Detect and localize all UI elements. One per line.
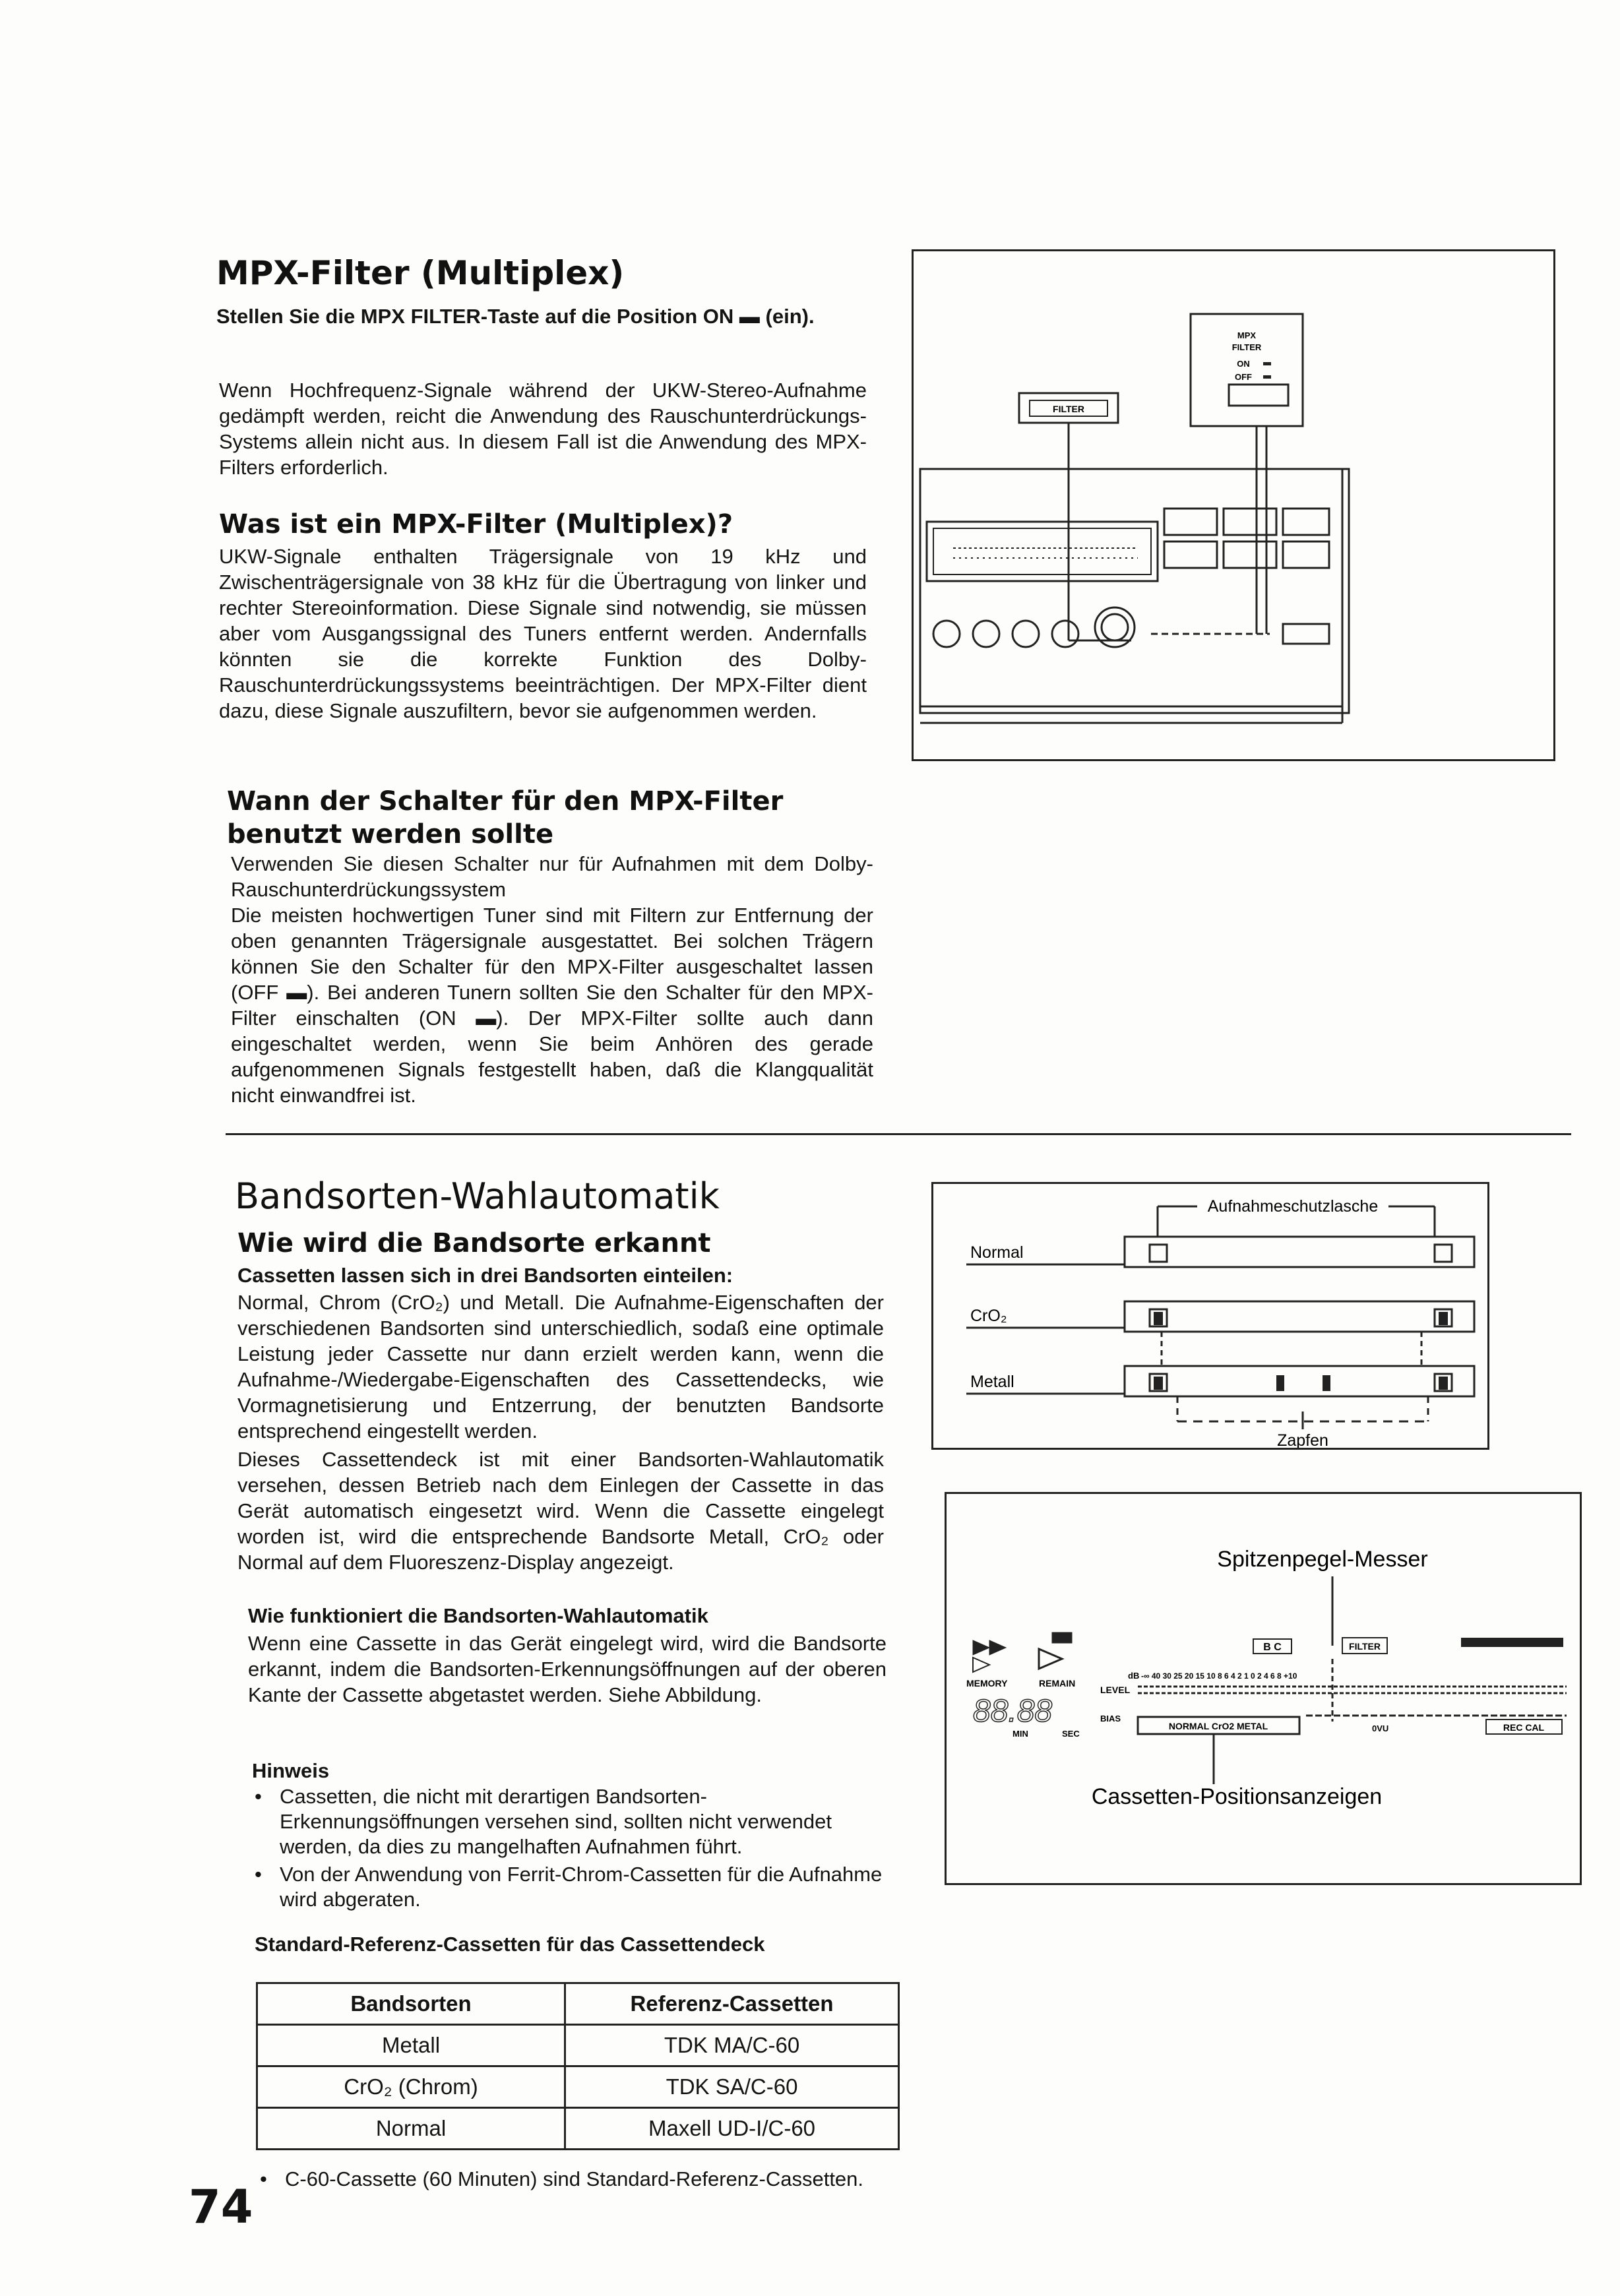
fig-off-label: OFF xyxy=(1235,372,1252,382)
min-label: MIN xyxy=(1012,1729,1028,1739)
fig-row-label: Metall xyxy=(970,1373,1014,1391)
table-cell: Normal xyxy=(257,2108,565,2150)
fig-bottom-label: Zapfen xyxy=(1277,1431,1328,1448)
remain-label: REMAIN xyxy=(1039,1678,1076,1689)
band-title: Bandsorten-Wahlautomatik xyxy=(235,1175,720,1217)
mpx-what-title: Was ist ein MPX-Filter (Multiplex)? xyxy=(219,509,733,540)
bias-label: BIAS xyxy=(1100,1714,1121,1723)
mpx-when-title: Wann der Schalter für den MPX-Filter benutzt werden sollte xyxy=(227,786,784,850)
mpx-what-text: UKW-Signale enthalten Trägersignale von 19 kHz und Zwischenträgersignale von 38 kHz für die Übertragung von linker und rechter Stereoinformation. Diese Signale sind notwendig, sie müssen aber vom Ausgangssignal des Tuners entfernt werden. Andernfalls könnten sie die korrekte Funktion des Dolby-Rauschunterdrückungssystems beeinträchtigen. Der MPX-Filter dient dazu, diese Signale auszufiltern, bevor sie aufgenommen werden. xyxy=(219,545,867,722)
level-label: LEVEL xyxy=(1100,1685,1131,1695)
table-row xyxy=(257,2066,899,2108)
display-drawing xyxy=(947,1494,1580,1883)
band-text-1: Normal, Chrom (CrO₂) und Metall. Die Aufnahme-Eigenschaften der verschiedenen Bandsorten sind unterschiedlich, sodaß eine optimale Leistung jeder Cassette nur dann erzielt werden kann, wenn die Aufnahme-/Wiedergabe-Eigenschaften des Cassettendecks, wie Vormagnetisierung und Entzerrung, der benutzten Bandsorte entsprechend eingestellt werden. xyxy=(237,1291,884,1443)
mpx-intro: Wenn Hochfrequenz-Signale während der UKW-Stereo-Aufnahme gedämpft werden, reicht die Anwendung des Rauschunterdrückungs-Systems allein nicht aus. In diesem Fall ist die Anwendung des MPX-Filters erforderlich. xyxy=(219,379,867,479)
table-cell: Maxell UD-I/C-60 xyxy=(565,2108,899,2150)
band-text-2: Dieses Cassettendeck ist mit einer Bandsorten-Wahlautomatik versehen, dessen Betrieb nach dem Einlegen der Cassette in das Gerät automatisch eingesetzt wird. Wenn die Cassette eingelegt worden ist, wird die entsprechende Bandsorte Metall, CrO₂ oder Normal auf dem Fluoreszenz-Display angezeigt. xyxy=(237,1448,884,1574)
memory-label: MEMORY xyxy=(966,1678,1008,1689)
fig-top-label: Aufnahmeschutzlasche xyxy=(1207,1197,1379,1216)
fig-mpx-label: MPX xyxy=(1237,330,1257,340)
footnote-list xyxy=(257,2167,904,2194)
band-how-title: Wie funktioniert die Bandsorten-Wahlautomatik xyxy=(248,1604,708,1627)
table-row xyxy=(257,2108,899,2150)
fig-display-title: Spitzenpegel-Messer xyxy=(1217,1547,1428,1572)
mpx-instruction: Stellen Sie die MPX FILTER-Taste auf die Position ON ▬ (ein). xyxy=(216,305,815,328)
table-header: Bandsorten xyxy=(257,1983,565,2025)
level-scale: -∞ 40 30 25 20 15 10 8 6 4 2 1 0 2 4 6 8 +10 xyxy=(1141,1671,1297,1681)
fig-on-label: ON xyxy=(1237,359,1250,369)
reference-table xyxy=(256,1982,900,2150)
band-lead: Cassetten lassen sich in drei Bandsorten einteilen: xyxy=(237,1264,733,1287)
table-cell: Metall xyxy=(257,2025,565,2066)
footnote-item: • C-60-Cassette (60 Minuten) sind Standard-Referenz-Cassetten. xyxy=(257,2167,904,2192)
mpx-device-drawing xyxy=(914,251,1553,759)
display-figure xyxy=(945,1492,1582,1885)
note-item: • Von der Anwendung von Ferrit-Chrom-Cassetten für die Aufnahme wird abgeraten. xyxy=(252,1862,892,1912)
note-item: • Cassetten, die nicht mit derartigen Bandsorten-Erkennungsöffnungen versehen sind, sollten nicht verwendet werden, da dies zu mangelhaften Aufnahmen führt. xyxy=(252,1784,892,1859)
fig-filter-label: FILTER xyxy=(1053,404,1084,414)
page-number: 74 xyxy=(189,2180,253,2234)
fig-mpx-filter-label: FILTER xyxy=(1231,342,1262,352)
ovu-label: 0VU xyxy=(1372,1723,1389,1733)
tape-figure xyxy=(931,1182,1489,1450)
table-header: Referenz-Cassetten xyxy=(565,1983,899,2025)
tape-drawing xyxy=(933,1184,1487,1448)
band-how-text: Wenn eine Cassette in das Gerät eingelegt wird, wird die Bandsorte erkannt, indem die Bandsorten-Erkennungsöffnungen auf der oberen Kante der Cassette abgetastet werden. Siehe Abbildung. xyxy=(248,1632,887,1706)
rec-cal-label: REC CAL xyxy=(1503,1722,1545,1733)
table-title: Standard-Referenz-Cassetten für das Cassettendeck xyxy=(255,1933,765,1956)
table-header-row xyxy=(257,1983,899,2025)
mpx-figure xyxy=(912,249,1555,761)
fig-row-label: CrO₂ xyxy=(970,1307,1007,1325)
tape-types-label: NORMAL CrO2 METAL xyxy=(1168,1721,1268,1731)
sec-label: SEC xyxy=(1062,1729,1080,1739)
filter-label: FILTER xyxy=(1349,1641,1381,1652)
fig-display-caption: Cassetten-Positionsanzeigen xyxy=(1091,1784,1383,1809)
mpx-when-text-2: Die meisten hochwertigen Tuner sind mit Filtern zur Entfernung der oben genannten Trägersignale ausgestattet. Bei solchen Trägern können Sie den Schalter für den MPX-Filter ausgeschaltet lassen (OFF ▬). Bei anderen Tunern sollten Sie den Schalter für den MPX-Filter einschalten (ON ▬). Der MPX-Filter sollte auch dann eingeschaltet werden, wenn Sie beim Anhören des gerade aufgenommenen Signals festgestellt haben, daß die Klangqualität nicht einwandfrei ist. xyxy=(231,904,873,1107)
section-divider xyxy=(226,1133,1571,1135)
counter-digits: 88.88 xyxy=(973,1694,1053,1729)
table-row xyxy=(257,2025,899,2066)
table-cell: CrO₂ (Chrom) xyxy=(257,2066,565,2108)
note-title: Hinweis xyxy=(252,1759,330,1782)
band-recog-title: Wie wird die Bandsorte erkannt xyxy=(237,1228,711,1258)
table-cell: TDK SA/C-60 xyxy=(565,2066,899,2108)
table-cell: TDK MA/C-60 xyxy=(565,2025,899,2066)
fig-row-label: Normal xyxy=(970,1243,1024,1262)
note-list xyxy=(252,1784,892,1915)
dolby-label: B C xyxy=(1263,1642,1282,1653)
db-label: dB xyxy=(1128,1671,1140,1681)
mpx-when-text-1: Verwenden Sie diesen Schalter nur für Aufnahmen mit dem Dolby-Rauschunterdrückungssystem xyxy=(231,852,873,901)
mpx-title: MPX-Filter (Multiplex) xyxy=(216,254,625,292)
